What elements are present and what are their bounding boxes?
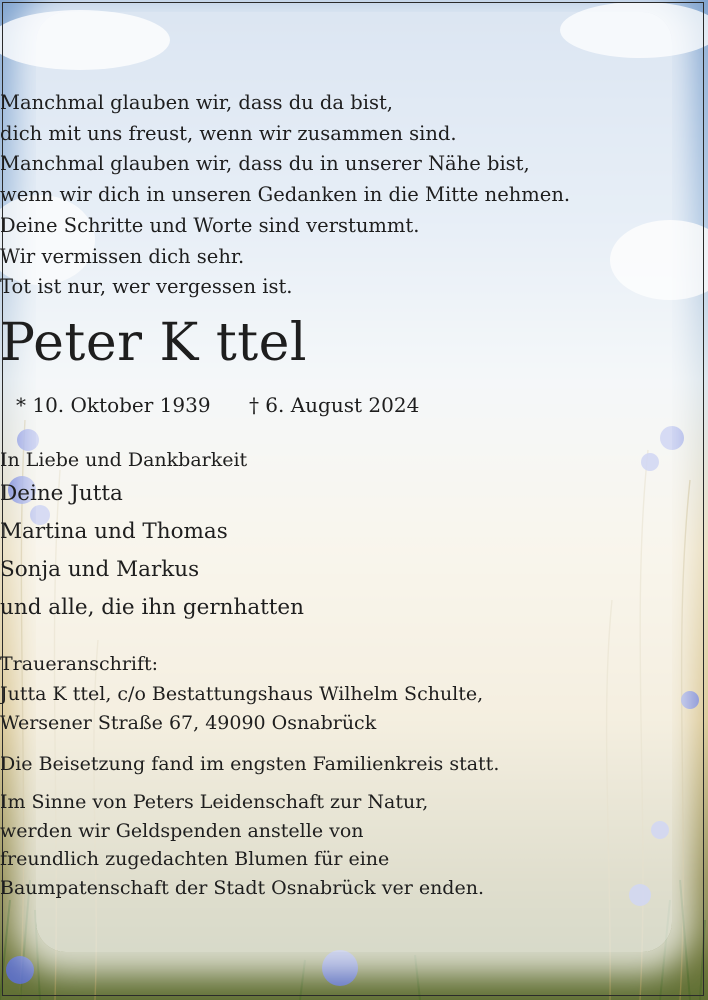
address-line: Wersener Straße 67, 49090 Osnabrück [0,712,377,734]
deceased-name: Peter K ttel [0,313,308,373]
family-member: Sonja und Markus [0,557,200,582]
family-list [0,475,708,627]
poem-line: Deine Schritte und Worte sind verstummt. [0,213,420,237]
mourners [0,445,708,627]
donation-line: werden wir Geldspenden anstelle von [0,819,364,842]
poem-line: Tot ist nur, wer vergessen ist. [0,275,293,299]
mourning-address [0,650,708,739]
donation-line: Im Sinne von Peters Leidenschaft zur Natur, [0,791,429,813]
address-line: Jutta K ttel, c/o Bestattungshaus Wilhelm Schulte, [0,682,484,705]
mourners-intro: In Liebe und Dankbarkeit [0,449,248,471]
death-date: † 6. August 2024 [248,393,420,417]
life-dates [0,390,708,420]
poem [0,88,708,303]
poem-line: Wir vermissen dich sehr. [0,244,245,268]
address-line: Traueranschrift: [0,653,159,675]
poem-line: wenn wir dich in unseren Gedanken in die Mitte nehmen. [0,183,571,207]
poem-line: Manchmal glauben wir, dass du in unserer Nähe bist, [0,152,530,176]
donation-note [0,788,708,902]
family-member: und alle, die ihn gernhatten [0,595,304,620]
poem-line: dich mit uns freust, wenn wir zusammen sind. [0,121,457,145]
donation-line: freundlich zugedachten Blumen für eine [0,848,390,871]
family-member: Deine Jutta [0,481,123,506]
birth-date: * 10. Oktober 1939 [16,393,211,417]
poem-line: Manchmal glauben wir, dass du da bist, [0,91,393,114]
family-member: Martina und Thomas [0,519,228,544]
donation-line: Baumpatenschaft der Stadt Osnabrück ver enden. [0,876,484,899]
burial-note: Die Beisetzung fand im engsten Familienkreis statt. [0,753,500,775]
